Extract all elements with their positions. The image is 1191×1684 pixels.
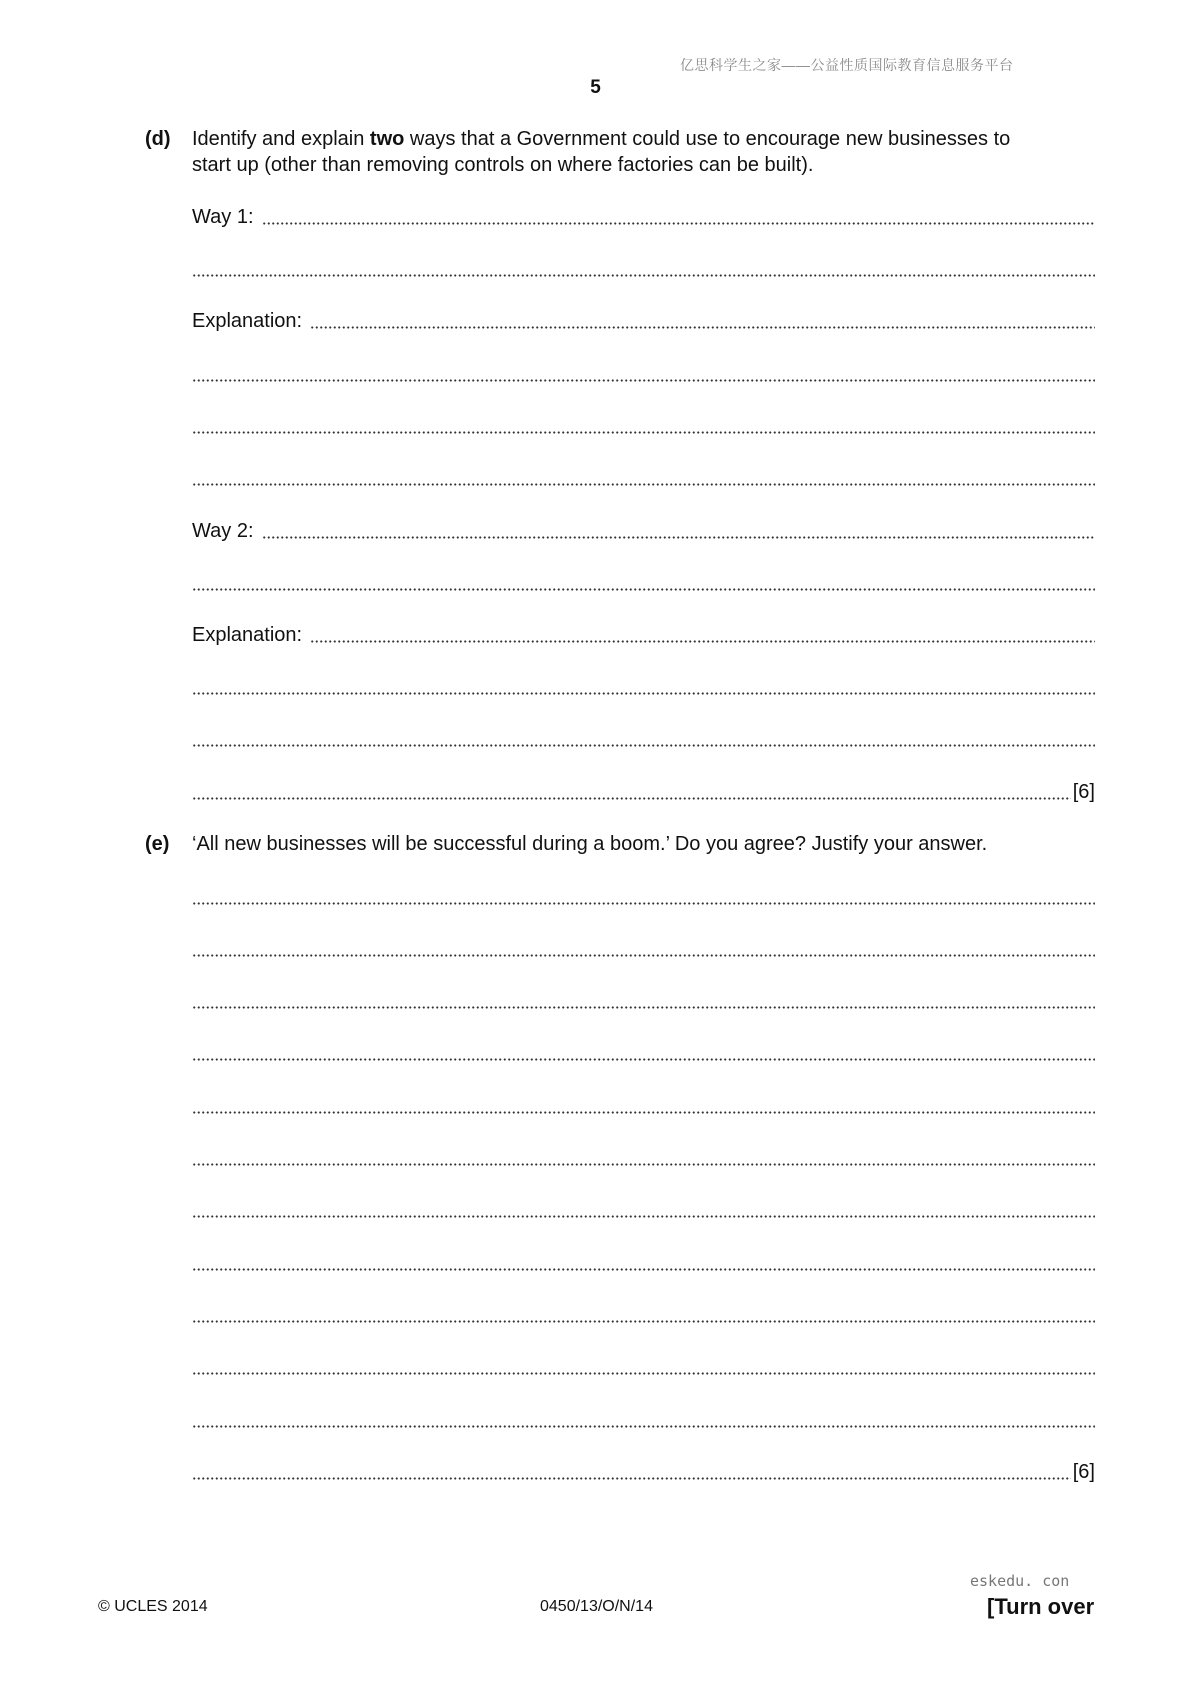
answer-line-way2[interactable] [192,518,1095,544]
answer-line-explanation-1[interactable] [192,308,1095,334]
question-d-text-start: Identify and explain [192,128,370,150]
answer-line[interactable] [192,674,1095,700]
dotted-line [192,902,1095,905]
question-d-text [192,126,1102,178]
answer-line[interactable] [192,465,1095,491]
dotted-line [310,640,1095,643]
answer-line[interactable] [192,936,1095,962]
dotted-line [192,744,1095,747]
answer-line[interactable] [192,726,1095,752]
dotted-line [192,1215,1095,1218]
question-d-line-1 [192,126,1102,152]
dotted-line [192,379,1095,382]
answer-line[interactable] [192,988,1095,1014]
question-d-text-rest: ways that a Government could use to encourage new businesses to [404,128,1011,150]
answer-line[interactable] [192,1354,1095,1380]
dotted-line [262,222,1096,225]
answer-line[interactable] [192,361,1095,387]
answer-line[interactable] [192,1407,1095,1433]
answer-line[interactable] [192,1302,1095,1328]
dotted-line [192,483,1095,486]
answer-line[interactable] [192,413,1095,439]
dotted-line [192,1268,1095,1271]
explanation-2-label: Explanation: [192,624,303,646]
page-number: 5 [590,77,601,98]
answer-line-last-d[interactable] [192,779,1095,805]
dotted-line [192,692,1095,695]
dotted-line [192,1320,1095,1323]
answer-line-last-e[interactable] [192,1459,1095,1485]
dotted-line [192,588,1095,591]
answer-line-way1[interactable] [192,204,1095,230]
question-d-bold-word: two [369,128,405,150]
paper-code: 0450/13/O/N/14 [540,1598,653,1615]
question-d-marks: [6] [1072,781,1095,803]
dotted-line [192,1163,1095,1166]
dotted-line [192,431,1095,434]
answer-line[interactable] [192,1093,1095,1119]
dotted-line [192,1058,1095,1061]
answer-line[interactable] [192,884,1095,910]
question-e-marks: [6] [1072,1461,1095,1483]
answer-line-explanation-2[interactable] [192,622,1095,648]
watermark-text: 亿思科学生之家——公益性质国际教育信息服务平台 [680,57,1014,73]
answer-line[interactable] [192,1145,1095,1171]
turn-over-label: [Turn over [987,1594,1095,1619]
answer-line[interactable] [192,1040,1095,1066]
dotted-line [192,954,1095,957]
question-d-label: (d) [145,128,171,150]
answer-line[interactable] [192,1197,1095,1223]
dotted-line [192,1111,1095,1114]
dotted-line [262,536,1096,539]
dotted-line [192,1477,1071,1480]
answer-line[interactable] [192,1250,1095,1276]
answer-line[interactable] [192,570,1095,596]
dotted-line [192,1006,1095,1009]
answer-line[interactable] [192,256,1095,282]
dotted-line [192,1425,1095,1428]
question-d-line-2: start up (other than removing controls on where factories can be built). [192,154,814,176]
way1-label: Way 1: [192,206,254,228]
question-e-text: ‘All new businesses will be successful during a boom.’ Do you agree? Justify your answer. [192,833,988,855]
dotted-line [310,326,1095,329]
dotted-line [192,274,1095,277]
copyright: © UCLES 2014 [98,1598,208,1615]
site-watermark: eskedu. con [970,1572,1070,1590]
dotted-line [192,1372,1095,1375]
way2-label: Way 2: [192,520,254,542]
explanation-1-label: Explanation: [192,310,303,332]
question-e-label: (e) [145,833,170,855]
dotted-line [192,797,1071,800]
